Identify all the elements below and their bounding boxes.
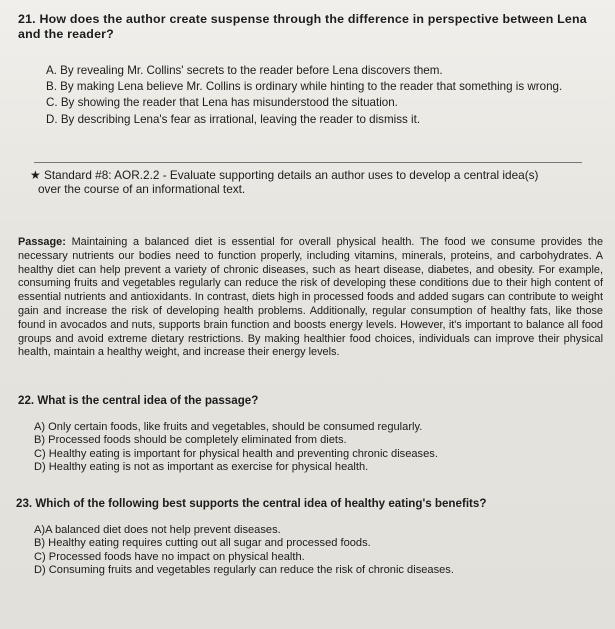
question-23-options: [34, 524, 594, 578]
standard-text-line1: Standard #8: AOR.2.2 - Evaluate supporting details an author uses to develop a central idea(s): [44, 168, 539, 182]
option-23-b[interactable]: B) Healthy eating requires cutting out all sugar and processed foods.: [34, 537, 371, 550]
standard-text-line2: over the course of an informational text.: [38, 182, 246, 196]
standard-note: [30, 168, 600, 196]
question-23: 23. Which of the following best supports the central idea of healthy eating's benefits?: [16, 497, 487, 510]
option-21-d[interactable]: D. By describing Lena's fear as irrational, leaving the reader to dismiss it.: [46, 112, 421, 126]
option-22-b[interactable]: B) Processed foods should be completely eliminated from diets.: [34, 434, 347, 447]
option-22-a[interactable]: A) Only certain foods, like fruits and vegetables, should be consumed regularly.: [34, 421, 423, 433]
question-22: 22. What is the central idea of the passage?: [18, 394, 259, 407]
passage-text: Maintaining a balanced diet is essential for overall physical health. The food we consume provides the necessary nutrients our bodies need to function properly, including vitamins, minerals, proteins, and carbohydrates. A healthy diet can help prevent a variety of chronic diseases, such as heart disease, diabetes, and obesity. For example, consuming fruits and vegetables regularly can reduce the risk of developing these conditions due to their high content of essential nutrients and antioxidants. In contrast, diets high in processed foods and added sugars can contribute to weight gain and increase the risk of developing health problems. Additionally, regular consumption of healthy fats, like those found in avocados and nuts, supports brain function and boosts energy levels. However, it's important to balance all food groups and avoid extreme dietary restrictions. By making healthier food choices, individuals can improve their physical health, maintain a healthy weight, and increase their energy levels.: [18, 236, 603, 359]
option-21-a[interactable]: A. By revealing Mr. Collins' secrets to the reader before Lena discovers them.: [46, 64, 443, 77]
option-23-a[interactable]: A)A balanced diet does not help prevent diseases.: [34, 524, 281, 536]
option-23-c[interactable]: C) Processed foods have no impact on physical health.: [34, 550, 305, 563]
option-23-d[interactable]: D) Consuming fruits and vegetables regularly can reduce the risk of chronic diseases.: [34, 564, 454, 577]
section-divider: [34, 162, 582, 163]
question-21: 21. How does the author create suspense through the difference in perspective between Lena and the reader?: [18, 12, 587, 41]
passage-block: [18, 236, 603, 360]
option-21-b[interactable]: B. By making Lena believe Mr. Collins is ordinary while hinting to the reader that something is wrong.: [46, 80, 563, 94]
question-22-options: [34, 421, 594, 475]
star-icon: ★: [30, 168, 41, 182]
passage-label: Passage:: [18, 236, 66, 248]
question-21-options: [46, 64, 601, 129]
option-22-c[interactable]: C) Healthy eating is important for physical health and preventing chronic diseases.: [34, 447, 438, 460]
option-22-d[interactable]: D) Healthy eating is not as important as exercise for physical health.: [34, 461, 369, 474]
option-21-c[interactable]: C. By showing the reader that Lena has misunderstood the situation.: [46, 96, 398, 110]
